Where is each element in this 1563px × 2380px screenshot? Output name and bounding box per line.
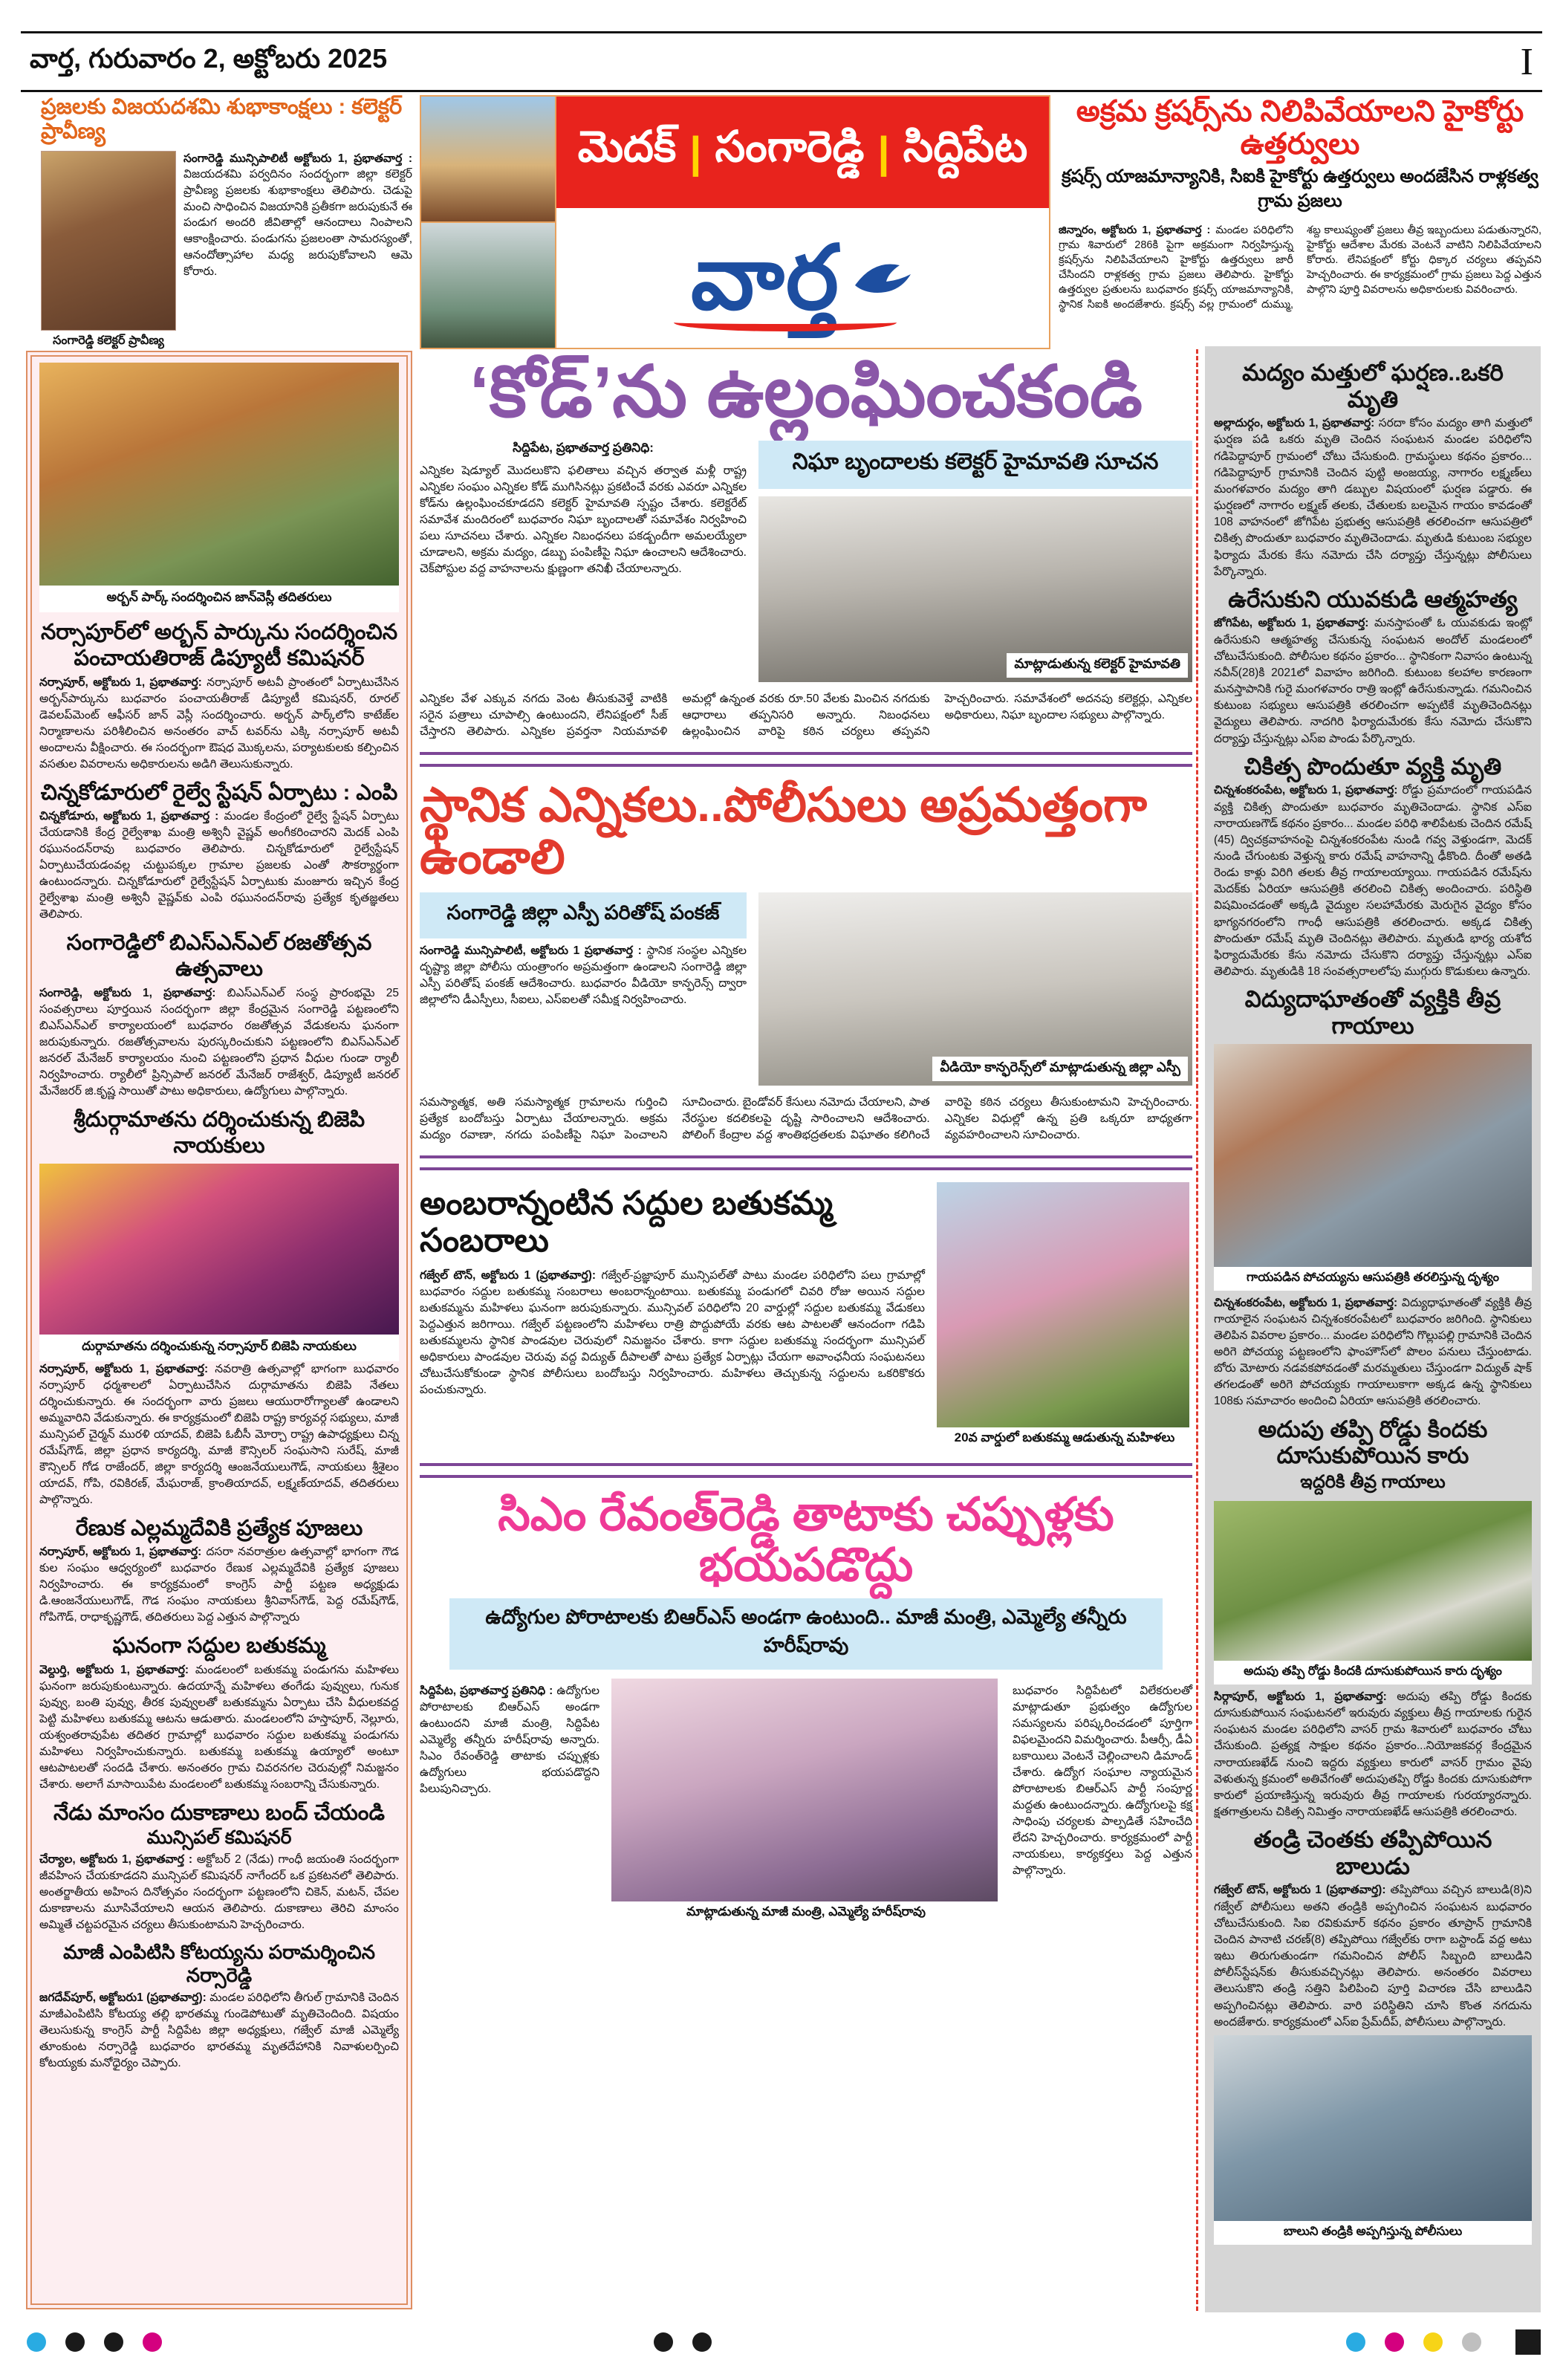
article-subhead: నిఘా బృందాలకు కలెక్టర్ హైమావతి సూచన [758,441,1192,489]
photo-caption: మాట్లాడుతున్న కలెక్టర్ హైమావతి [1007,653,1188,678]
article-electric-shock: విద్యుదాఘాతంతో వ్యక్తికి తీవ్ర గాయాలు గాయపడిన పోచయ్యను ఆసుపత్రికి తరలిస్తున్న దృశ్యం చిన్నశంకరంపేట, అక్టోబరు 1, ప్రభాతవార్త: విద్యుధాఘాతంతో వ్యక్తికి తీవ్ర గాయాలైన సంఘటన చిన్నశంకరంపేటలో బుధవారం జరిగింది. స్థానికులు తెలిపిన వివరాల ప్రకారం... మండల పరిధిలోని గొల్లుపల్లి గ్రామానికి చెందిన అరిగె పోచయ్య పట్టణంలోని ఫాంహౌస్‌లో పొలం పనులు చేస్తుంటాడు. బోరు మోటారు నడవకపోవడంతో మరమ్మతులు చేస్తుండగా విద్యుత్ షాక్ తగలడంతో అరిగె పోచయ్యకు గాయాలుకాగా అక్కడ ఉన్న స్థానికులు 108కు సమాచారం అందించి ఏరియా ఆసుపత్రికి తరలించారు. [1214,986,1532,1408]
article-headline: చికిత్స పొందుతూ వ్యక్తి మృతి [1244,753,1502,779]
page-number: I [1520,40,1533,83]
edition-date: వార్త, గురువారం 2, అక్టోబరు 2025 [30,42,388,74]
article-dateline: వెల్దుర్తి, అక్టోబరు 1, ప్రభాతవార్త: [39,1664,189,1677]
article-dateline: చిన్నశంకరంపేట, అక్టోబరు 1, ప్రభాతవార్త: [1214,784,1398,797]
photo-ambulance-injured [1214,1044,1532,1267]
logo-underline [674,314,897,331]
article-dateline: చిన్నశంకరంపేట, అక్టోబరు 1, ప్రభాతవార్త: [1214,1296,1398,1309]
article-subhead: మున్సిపల్ కమిషనర్ [146,1826,292,1848]
article-headline: మద్యం మత్తులో ఘర్షణ..ఒకరి మృతి [1242,360,1504,412]
article-body: సంగారెడ్డి మున్సిపాలిటీ, అక్టోబరు 1 ప్రభాతవార్త : స్థానిక సంస్థల ఎన్నికల దృష్ట్యా జిల్లా పోలీసు యంత్రాంగం అప్రమత్తంగా ఉండాలని సంగారెడ్డి జిల్లా ఎస్పీ పరితోష్ పంకజ్ ఆదేశించారు. బుధవారం వీడియో కాన్ఫరెన్స్ ద్వారా జిల్లాలోని డీఎస్పీలు, సీఐలు, ఎస్ఐలతో సమీక్ష నిర్వహించారు. [420,944,747,1006]
separator: | [877,128,890,177]
article-dateline: జిన్నారం, అక్టోబరు 1, ప్రభాతవార్త : [1059,224,1211,236]
photo-crashed-car [1214,1501,1532,1661]
article-subhead: ఇద్దరికి తీవ్ర గాయాలు [1300,1471,1446,1492]
article-railway-station: చిన్నకోడూరులో రైల్వే స్టేషన్ ఏర్పాటు : ఎంపి చిన్నకోడూరు, అక్టోబరు 1, ప్రభాతవార్త : మండల కేంద్రంలో రైల్వే స్టేషన్ ఏర్పాటు చేయడానికి కేంద్ర రైల్వేశాఖ మంత్రి అశ్వినీ వైష్ణవ్ అంగీకరించారని మెదక్ ఎంపి రఘునందన్‌రావు బుధవారం తెలిపారు. చిన్నకోడూరులో రైల్వేస్టేషన్ ఏర్పాటుచేయడంవల్ల చుట్టుపక్కల గ్రామాల ప్రజలకు ఎంతో సౌకర్యార్థంగా ఉంటుందన్నారు. చిన్నకోడూరులో రైల్వేస్టేషన్ ఏర్పాటుకు మంజూరు ఇచ్చిన కేంద్ర రైల్వేశాఖ మంత్రి అశ్వినీ వైష్ణవ్‌కు ఎంపి రఘునందన్‌రావు ప్రత్యేక కృతజ్ఞతలు తెలిపారు. [39,780,399,921]
newspaper-logo [556,208,1049,348]
article-dateline: గజ్వేల్ టౌన్, అక్టోబరు 1 (ప్రభాతవార్త): [1214,1884,1386,1897]
separator: | [689,128,702,177]
article-body-continued: ఎన్నికల వేళ ఎక్కువ నగదు వెంట తీసుకువెళ్తే వాటికి సరైన పత్రాలు చూపాల్సి ఉంటుందని, లేనిపక్షంలో సీజ్ చేస్తారని తెలిపారు. ఎన్నికల ప్రవర్తనా నియమావళి అమల్లో ఉన్నంత వరకు రూ.50 వేలకు మించిన నగదుకు ఆధారాలు తప్పనిసరి అన్నారు. నిబంధనలు ఉల్లంఘించిన వారిపై కఠిన చర్యలు తప్పవని హెచ్చరించారు. సమావేశంలో అదనపు కలెక్టర్లు, ఎన్నికల అధికారులు, నిఘా బృందాల సభ్యులు పాల్గొన్నారు. [420,692,1192,738]
article-subhead: క్రషర్స్ యాజమాన్యానికి, సిఐకి హైకోర్టు ఉత్తర్వులు అందజేసిన రాళ్లకత్వ గ్రామ ప్రజలు [1062,166,1538,211]
registration-dot [1385,2332,1404,2352]
article-headline: ప్రజలకు విజయదశమి శుభాకాంక్షలు : కలెక్టర్ ప్రావీణ్య [41,95,403,144]
article-lost-boy: తండ్రి చెంతకు తప్పిపోయిన బాలుడు గజ్వేల్ టౌన్, అక్టోబరు 1 (ప్రభాతవార్త): తప్పిపోయి వచ్చిన బాలుడి(8)ని గజ్వేల్ పోలీసులు అతని తండ్రికి అప్పగించిన సంఘటన బుధవారం చోటుచేసుకుంది. సిఐ రవికుమార్ కథనం ప్రకారం తూప్రాన్ గ్రామానికి చెందిన పానాటి చరణ్(8) తప్పిపోయి గజ్వేల్‌కు రాగా బస్టాండ్ వద్ద అటు ఇటు తిరుగుతుండగా గమనించిన పోలీస్ సిబ్బంది బాలుడిని పోలీస్‌స్టేషన్‌కు తీసుకువచ్చినట్లు తెలిపారు. అనంతరం వివరాలు తెలుసుకొని తండ్రి సత్తిని పిలిపించి పూర్తి విచారణ చేసి బాలుడిని అప్పగించినట్లు తెలిపారు. వారి పరిస్థితిని చూసి కొంత నగదును అందజేశారు. కార్యక్రమంలో ఎస్ఐ ప్రేమ్‌దీప్, పోలీసులు పాల్గొన్నారు. బాలుని తండ్రికి అప్పగిస్తున్న పోలీసులు [1214,1826,1532,2245]
masthead-regions [556,97,1049,208]
article-dateline: జోగిపేట, అక్టోబరు 1, ప్రభాతవార్త: [1214,617,1369,630]
article-car-accident: అదుపు తప్పి రోడ్డు కిందకు దూసుకుపోయిన కారు ఇద్దరికి తీవ్ర గాయాలు అదుపు తప్పి రోడ్డు కిందకి దూసుకుపోయిన కారు దృశ్యం సిర్గాపూర్, అక్టోబరు 1, ప్రభాతవార్త: అదుపు తప్పి రోడ్డు కిందకు దూసుకుపోయిన సంఘటనలో ఇరువురు వ్యక్తులు తీవ్ర గాయాలకు గురైన సంఘటన మండల పరిధిలోని వాసర్ గ్రామ శివారులో బుధవారం చోటు చేసుకుంది. ప్రత్యక్ష సాక్షుల కథనం ప్రకారం...నియోజకవర్గ కేంద్రమైన నారాయణఖేడ్ నుంచి ఇద్దరు వ్యక్తులు కారులో వాసర్ గ్రామం వైపు వెళుతున్న క్రమంలో అతివేగంతో అదుపుతప్పి రోడ్డు కిందకు దూసుకుపోగా కారులో ప్రయాణిస్తున్న ఇరువురు తీవ్ర గాయాలకు గురయ్యారన్నారు. క్షతగాత్రులను చికిత్స నిమిత్తం నారాయణఖేడ్ ఆసుపత్రికి తరలించారు. [1214,1416,1532,1818]
article-headline: రేణుక ఎల్లమ్మదేవికి ప్రత్యేక పూజలు [75,1516,363,1540]
article-dateline: చిన్నకోడూరు, అక్టోబరు 1, ప్రభాతవార్త : [39,810,219,823]
page-header [21,31,1542,92]
middle-column [420,351,1192,1925]
article-headline: సిఎం రేవంత్‌రెడ్డి తాటాకు చప్పుళ్లకు భయపడొద్దు [498,1488,1114,1591]
registration-dot [1462,2332,1481,2352]
article-headline: శ్రీదుర్గామాతను దర్శించుకున్న బిజెపి నాయకులు [73,1107,365,1158]
region-sangareddy: సంగారెడ్డి [715,123,865,171]
registration-dot [104,2332,123,2352]
registration-dot [692,2332,712,2352]
article-dateline: సంగారెడ్డి మున్సిపాలిటీ అక్టోబరు 1, ప్రభాతవార్త : [183,152,412,165]
article-body: జిన్నారం, అక్టోబరు 1, ప్రభాతవార్త : మండల పరిధిలోని గ్రామ శివారులో 286కి పైగా అక్రమంగా నిర్వహిస్తున్న క్రషర్స్‌ను నిలిపివేయాలని హైకోర్టు ఉత్తర్వులు జారీ చేసిందని రాళ్లకత్వ గ్రామ ప్రజలు తెలిపారు. హైకోర్టు ఉత్తర్వుల ప్రతులను బుధవారం క్రషర్స్ యాజమాన్యానికి, స్థానిక సిఐకి అందజేశారు. క్రషర్స్ వల్ల గ్రామంలో దుమ్ము, శబ్ద కాలుష్యంతో ప్రజలు తీవ్ర ఇబ్బందులు పడుతున్నారని, హైకోర్టు ఆదేశాల మేరకు వెంటనే వాటిని నిలిపివేయాలని కోరారు. లేనిపక్షంలో కోర్టు ధిక్కార చర్యలు తప్పవని హెచ్చరించారు. ఈ కార్యక్రమంలో గ్రామ ప్రజలు పెద్ద ఎత్తున పాల్గొని పూర్తి వివరాలను అధికారులకు వివరించారు. [1059,224,1541,311]
article-headline: చిన్నకోడూరులో రైల్వే స్టేషన్ ఏర్పాటు : ఎంపి [40,780,398,805]
article-headline: అంబరాన్నంటిన సద్దుల బతుకమ్మ సంబరాలు [420,1184,833,1259]
article-condolence-visit: మాజీ ఎంపిటిసి కోటయ్యను పరామర్శించిన నర్సారెడ్డి జగదేవ్‌పూర్, అక్టోబరు1 (ప్రభాతవార్త): మండల పరిధిలోని తీగుల్ గ్రామానికి చెందిన మాజీఎంపిటిసి కోటయ్య తల్లి భారతమ్మ గుండెపోటుతో మృతిచెందింది. విషయం తెలుసుకున్న కాంగ్రెస్ పార్టీ సిద్దిపేట జిల్లా అధ్యక్షులు, గజ్వేల్ మాజీ ఎమ్మెల్యే తూంకుంట నర్సారెడ్డి బుధవారం భారతమ్మ మృతదేహానికి నివాళులర్పించి కోటయ్యకు మనోధైర్యం చెప్పారు. [39,1940,399,2070]
article-body-continued: సమస్యాత్మక, అతి సమస్యాత్మక గ్రామాలను గుర్తించి ప్రత్యేక బందోబస్తు ఏర్పాటు చేయాలన్నారు. అక్రమ మద్యం రవాణా, నగదు పంపిణీపై నిఘా పెంచాలని సూచించారు. బైండోవర్ కేసులు నమోదు చేయాలని, పాత నేరస్థుల కదలికలపై దృష్టి సారించాలని ఆదేశించారు. పోలింగ్ కేంద్రాల వద్ద శాంతిభద్రతలకు విఘాతం కలిగించే వారిపై కఠిన చర్యలు తీసుకుంటామని హెచ్చరించారు. ఎన్నికల విధుల్లో ఉన్న ప్రతి ఒక్కరూ బాధ్యతగా వ్యవహరించాలని సూచించారు. [420,1095,1192,1141]
photo-caption: అదుపు తప్పి రోడ్డు కిందకి దూసుకుపోయిన కారు దృశ్యం [1214,1661,1532,1685]
article-subhead: ఉద్యోగుల పోరాటాలకు బిఆర్‌ఎస్ అండగా ఉంటుంది.. మాజీ మంత్రి, ఎమ్మెల్యే తన్నీరు హరీష్‌రావు [449,1598,1163,1670]
article-saddula-bathukamma-left: ఘనంగా సద్దుల బతుకమ్మ వెల్దుర్తి, అక్టోబరు 1, ప్రభాతవార్త: మండలంలో బతుకమ్మ పండుగను మహిళలు ఘనంగా జరుపుకుంటున్నారు. ఉదయాన్నే మహిళలు తంగేడు పువ్వులు, గునుక పువ్వు, బంతి పువ్వు, తీరక పువ్వులతో బతుకమ్మను ఏర్పాటు చేసి వీధులకవద్ద పెట్టి మహిళలు బతుకమ్మ ఆటను ఆడుతారు. మండలంలోని హస్తాపూర్, నెల్లూరు, యశ్వంతరావుపేట తదితర గ్రామాల్లో బుధవారం సద్దుల బతుకమ్మ పండుగను మహిళలు నిర్వహించుకున్నారు. బతుకమ్మ బతుకమ్మ ఉయ్యాలో అంటూ ఆటపాటలతో సందడి చేశారు. అనంతరం గ్రామ చివరనగల చెరువుల్లో నిమజ్జనం చేశారు. అలాగే మాసాయిపేట మండలంలో బతుకమ్మ సంబరాన్ని చేసుకున్నారు. [39,1634,399,1792]
article-headline: స్థానిక ఎన్నికలు..పోలీసులు అప్రమత్తంగా ఉండాలి [420,777,1147,884]
photo-collector-meeting [758,496,1192,682]
article-dateline: సంగారెడ్డి మున్సిపాలిటీ, అక్టోబరు 1 ప్రభాతవార్త : [420,944,642,957]
photo-temple-thumb [421,97,555,223]
photo-harish-rao-pressmeet [611,1679,998,1901]
photo-collector-portrait [41,151,176,331]
masthead [420,95,1050,349]
left-column [26,351,412,2309]
reg-dots-left [27,2332,162,2352]
article-dateline: నర్సాపూర్, అక్టోబరు 1, ప్రభాతవార్త: [39,675,202,689]
article-dateline: చేర్యాల, అక్టోబరు 1, ప్రభాతవార్త : [39,1852,192,1866]
article-headline: తండ్రి చెంతకు తప్పిపోయిన బాలుడు [1253,1826,1492,1879]
article-police-alert [420,779,1192,1144]
photo-caption: 20వ వార్డులో బతుకమ్మ ఆడుతున్న మహిళలు [937,1427,1192,1451]
article-body-continued: బుధవారం సిద్దిపేటలో విలేకరులతో మాట్లాడుతూ ప్రభుత్వం ఉద్యోగుల సమస్యలను పరిష్కరించడంలో పూర్తిగా విఫలమైందని విమర్శించారు. పీఆర్సీ, డీఏ బకాయిలు వెంటనే చెల్లించాలని డిమాండ్ చేశారు. ఉద్యోగ సంఘాల న్యాయమైన పోరాటాలకు బిఆర్‌ఎస్ పార్టీ సంపూర్ణ మద్దతు ఉంటుందన్నారు. ఉద్యోగులపై కక్ష సాధింపు చర్యలకు పాల్పడితే సహించేది లేదని హెచ్చరించారు. కార్యక్రమంలో పార్టీ నాయకులు, కార్యకర్తలు పెద్ద ఎత్తున పాల్గొన్నారు. [1013,1684,1192,1877]
registration-dot [143,2332,162,2352]
reg-dots-center [654,2332,712,2352]
photo-caption: వీడియో కాన్ఫరెన్స్‌లో మాట్లాడుతున్న జిల్లా ఎస్పీ [932,1057,1188,1081]
registration-dot [1423,2332,1443,2352]
registration-dot [1346,2332,1365,2352]
article-treatment-death: చికిత్స పొందుతూ వ్యక్తి మృతి చిన్నశంకరంపేట, అక్టోబరు 1, ప్రభాతవార్త: రోడ్డు ప్రమాదంలో గాయపడిన వ్యక్తి చికిత్స పొందుతూ బుధవారం మృతిచెందాడు. స్థానిక ఎస్ఐ నారాయణగౌడ్ కథనం ప్రకారం... మండల పరిధి శాలిపేటకు చెందిన రమేష్ (45) ద్విచక్రవాహనంపై చిన్నశంకరంపేట నుండి గవ్వ వెళ్తుండగా, మెదక్ నుండి చేగుంటకు వెళ్తున్న కారు రమేష్ వాహనాన్ని ఢీకొంది. దీంతో అతడి రెండు కాళ్లు విరిగి తలకు తీవ్ర గాయాలయ్యాయి. గాయపడిన రమేష్‌ను మెదక్‌కు ఏరియా ఆసుపత్రికి తరలించి చికిత్స అందించారు. పరిస్థితి విషమించడంతో అక్కడి వైద్యుల సలహామేరకు మెరుగైన వైద్యం కోసం భాగ్యనగరంలోని గాంధీ ఆసుపత్రికి తరలించారు. అక్కడ చికిత్స పొందుతూ రమేష్ మృతి చెందినట్లు తెలిపారు. మృతుడి భార్య యశోద ఫిర్యాదుమేరకు కేసు నమోదు చేసుకొని దర్యాప్తు చేస్తున్నట్లు ఎస్ఐ తెలిపారు. మృతుడికి 18 సంవత్సరాలలోపు ముగ్గురు కొడుకులు ఉన్నారు. [1214,753,1532,979]
registration-dot [27,2332,46,2352]
article-code-violation [420,352,1192,740]
article-headline: సంగారెడ్డిలో బిఎస్ఎన్ఎల్ రజతోత్సవ ఉత్సవాలు [66,931,372,982]
article-headline: విద్యుదాఘాతంతో వ్యక్తికి తీవ్ర గాయాలు [1244,986,1501,1039]
article-headline: అక్రమ క్రషర్స్‌ను నిలిపివేయాలని హైకోర్టు ఉత్తర్వులు [1076,95,1524,160]
photo-police-with-boy [1214,2035,1532,2221]
article-bathukamma-celebrations [420,1182,1192,1451]
reg-dots-right [1346,2332,1481,2352]
article-body: సిద్దిపేట, ప్రభాతవార్త ప్రతినిధి : ఉద్యోగుల పోరాటాలకు బిఆర్‌ఎస్ అండగా ఉంటుందని మాజీ మంత్రి, సిద్దిపేట ఎమ్మెల్యే తన్నీరు హరీష్‌రావు అన్నారు. సిఎం రేవంత్‌రెడ్డి తాటాకు చప్పుళ్లకు ఉద్యోగులు భయపడొద్దని పిలుపునిచ్చారు. [420,1684,599,1795]
photo-caption: గాయపడిన పోచయ్యను ఆసుపత్రికి తరలిస్తున్న దృశ్యం [1214,1267,1532,1291]
photo-bathukamma-women [937,1182,1189,1427]
article-crushers-highcourt [1059,95,1541,346]
photo-caption: దుర్గామాతను దర్శించుకున్న నర్సాపూర్ బిజెపి నాయకులు [39,1335,399,1361]
region-siddipet: సిద్దిపేట [903,123,1028,171]
article-liquor-clash-death: మద్యం మత్తులో ఘర్షణ..ఒకరి మృతి అల్లాదుర్గం, అక్టోబరు 1, ప్రభాతవార్త: సరదా కోసం మద్యం తాగి మత్తులో ఘర్షణ పడి ఒకరు మృతి చెందిన సంఘటన మండల పరిధిలోని గడిపెద్దాపూర్ గ్రామంలో చోటు చేసుకుంది. గ్రామస్థులు కథనం ప్రకారం... గడిపెద్దాపూర్ గ్రామానికి చెందిన పుట్టి అంజయ్య, నాగారం లక్ష్మణ్‌లు మంగళవారం మద్యం తాగి డబ్బుల విషయంలో ఘర్షణ పడ్డారు. ఈ ఘర్షణలో నాగారం లక్ష్మణ్ తలకు, చేతులకు బలమైన గాయం కావడంతో 108 వాహనంలో జోగిపేట ప్రభుత్వ ఆసుపత్రికి తరలించగా ఆసుపత్రిలో చికిత్స పొందుతూ బుధవారం మృతిచెందాడు. మృతుడి కుటుంబ సభ్యుల ఫిర్యాదు మేరకు కేసు నమోదు చేసి దర్యాప్తు చేస్తున్నట్లు పోలీసులు పేర్కొన్నారు. [1214,360,1532,578]
section-divider [420,1463,1192,1478]
registration-square [1515,2329,1541,2355]
section-divider [420,1155,1192,1170]
article-headline: నర్సాపూర్‌లో అర్బన్ పార్కును సందర్శించిన పంచాయతిరాజ్ డిప్యూటీ కమిషనర్ [40,620,398,670]
article-bsnl-jubilee: సంగారెడ్డిలో బిఎస్ఎన్ఎల్ రజతోత్సవ ఉత్సవాలు సంగారెడ్డి, అక్టోబరు 1, ప్రభాతవార్త: బిఎస్ఎన్ఎల్ సంస్థ ప్రారంభమై 25 సంవత్సరాలు పూర్తయిన సందర్భంగా జిల్లా కేంద్రమైన సంగారెడ్డి పట్టణంలోని బిఎస్ఎన్ఎల్ కార్యాలయంలో బుధవారం రజతోత్సవ వేడుకలను ఘనంగా జరుపుకున్నారు. రజతోత్సవాలను పురస్కరించుకుని పట్టణంలోని బిఎస్ఎన్ఎల్ జనరల్ మేనేజర్ కార్యాలయం నుంచి పట్టణంలోని ప్రధాన వీధుల గుండా ర్యాలీ నిర్వహించారు. ర్యాలీలో ప్రిన్సిపాల్ జనరల్ మేనేజర్ రాజేశ్వర్, డిప్యూటీ జనరల్ మేనేజరర్ జి.కృష్ణ సాయితో పాటు అధికారులు, ఉద్యోగులు పాల్గొన్నారు. [39,931,400,1097]
article-dussehra-wishes [41,95,412,346]
article-body: సంగారెడ్డి మున్సిపాలిటీ అక్టోబరు 1, ప్రభాతవార్త : విజయదశమి పర్వదినం సందర్భంగా జిల్లా కలెక్టర్ ప్రావీణ్య ప్రజలకు శుభాకాంక్షలు తెలిపారు. చెడుపై మంచి సాధించిన విజయానికి ప్రతీకగా జరుపుకునే ఈ పండుగ అందరి జీవితాల్లో ఆనందాలు నింపాలని ఆకాంక్షించారు. పండుగను ప్రజలంతా సామరస్యంతో, ఆనందోత్సాహాల మధ్య జరుపుకోవాలని ఆమె కోరారు. [183,152,412,278]
logo-text: వార్త [691,228,840,328]
right-column [1205,346,1541,2312]
article-headline: నేడు మాంసం దుకాణాలు బంద్ చేయండి [53,1801,385,1826]
article-dateline: సిర్గాపూర్, అక్టోబరు 1, ప్రభాతవార్త: [1214,1690,1387,1703]
article-headline: ఘనంగా సద్దుల బతుకమ్మ [112,1634,326,1658]
article-headline: ఉరేసుకుని యువకుడి ఆత్మహత్య [1228,586,1518,612]
article-urban-park: నర్సాపూర్‌లో అర్బన్ పార్కును సందర్శించిన పంచాయతిరాజ్ డిప్యూటీ కమిషనర్ నర్సాపూర్, అక్టోబరు 1, ప్రభాతవార్త: నర్సాపూర్ అటవీ ప్రాంతంలో ఏర్పాటుచేసిన అర్బన్‌పార్కును బుధవారం పంచాయతీరాజ్ డిప్యూటీ కమిషనర్, రూరల్ డెవలప్‌మెంట్ ఆఫీసర్ జాన్ వెస్లీ సందర్శించారు. అర్బన్ పార్క్‌లోని కాటేజ్‌ల నిర్మాణాలను పరిశీలించిన అనంతరం వాచ్ టవర్‌ను ఎక్కి నర్సాపూర్ అటవీ అందాలను వీక్షించారు. ఈ సందర్భంగా ఔషధ మొక్కలను, పర్యాటకులకు కల్పించిన వసతుల వివరాలను అధికారులను అడిగి తెలుసుకున్నారు. [39,620,399,771]
column-divider [1196,349,1198,2311]
photo-caption: బాలుని తండ్రికి అప్పగిస్తున్న పోలీసులు [1214,2221,1532,2245]
registration-dot [65,2332,85,2352]
article-dateline: సిద్దిపేట, ప్రభాతవార్త ప్రతినిధి: [513,440,654,455]
photo-urban-park-visit [39,363,399,586]
photo-caption: మాట్లాడుతున్న మాజీ మంత్రి, ఎమ్మెల్యే హరీష్‌రావు [611,1901,1001,1925]
section-divider [420,752,1192,767]
article-headline: అదుపు తప్పి రోడ్డు కిందకు దూసుకుపోయిన కారు [1258,1416,1488,1469]
article-dateline: జగదేవ్‌పూర్, అక్టోబరు1 (ప్రభాతవార్త): [39,1991,207,2005]
article-headline: మాజీ ఎంపిటిసి కోటయ్యను పరామర్శించిన నర్సారెడ్డి [63,1940,375,1987]
masthead-photos [421,97,556,348]
article-yellamma-pujas: రేణుక ఎల్లమ్మదేవికి ప్రత్యేక పూజలు నర్సాపూర్, అక్టోబరు 1, ప్రభాతవార్త: దసరా నవరాత్రుల ఉత్సవాల్లో భాగంగా గౌడ కుల సంఘం ఆధ్వర్యంలో బుధవారం రేణుక ఎల్లమ్మదేవికి ప్రత్యేక పూజలు నిర్వహించారు. ఈ కార్యక్రమంలో కాంగ్రెస్ పార్టీ పట్టణ అధ్యక్షుడు డి.ఆంజనేయులుగౌడ్, గౌడ సంఘం నాయకులు శ్రీనివాస్‌గౌడ్, పెద్ద రమేష్‌గౌడ్, గోపిగౌడ్, రాధాకృష్ణగౌడ్, తదితరులు పెద్ద ఎత్తున పాల్గొన్నారు [39,1516,399,1624]
photo-caption: సంగారెడ్డి కలెక్టర్ ప్రావీణ్య [53,334,164,347]
article-dateline: సిద్దిపేట, ప్రభాతవార్త ప్రతినిధి : [420,1684,553,1697]
region-medak: మెదక్ [577,123,677,171]
photo-sp-video-conference [758,892,1192,1086]
article-youth-suicide: ఉరేసుకుని యువకుడి ఆత్మహత్య జోగిపేట, అక్టోబరు 1, ప్రభాతవార్త: మనస్తాపంతో ఓ యువకుడు ఇంట్లో ఉరేసుకుని ఆత్మహత్య చేసుకున్న సంఘటన అందోల్ మండలంలో చోటుచేసుకుంది. పోలీసుల కథనం ప్రకారం... స్థానికంగా నివాసం ఉంటున్న నవీన్(28)కి 2021లో వివాహం జరిగింది. కుటుంబ కలహాల కారణంగా మనస్తాపానికి గురై మంగళవారం రాత్రి ఇంట్లో ఉరేసుకున్నాడు. గమనించిన కుటుంబ సభ్యులు ఆసుపత్రికి తరలించగా అప్పటికే మృతిచెందినట్లు వైద్యులు తెలిపారు. నాదగిరి ఫిర్యాదుమేరకు కేసు నమోదు చేసుకొని దర్యాప్తు చేస్తున్నట్లు ఎస్ఐ పాండు పేర్కొన్నారు. [1214,586,1532,745]
dove-icon [848,252,914,304]
photo-scenery-thumb [421,223,555,348]
article-meat-shops-closed: నేడు మాంసం దుకాణాలు బంద్ చేయండి మున్సిపల్ కమిషనర్ చేర్యాల, అక్టోబరు 1, ప్రభాతవార్త : అక్టోబర్ 2 (నేడు) గాంధీ జయంతి సందర్భంగా జీవహింస చేయకూడదని మున్సిపల్ కమిషనర్ నాగేందర్ ఒక ప్రకటనలో తెలిపారు. అంతర్జాతీయ అహింస దినోత్సవం సందర్భంగా పట్టణంలోని చికెన్, మటన్, చేపల దుకాణాలను మూసివేయాలని ఆయన తెలిపారు. దుకాణాలు తెరిచి మాంసం అమ్మితే చట్టపరమైన చర్యలు తీసుకుంటామని హెచ్చరించారు. [39,1801,399,1931]
article-durga-darshan: శ్రీదుర్గామాతను దర్శించుకున్న బిజెపి నాయకులు దుర్గామాతను దర్శించుకున్న నర్సాపూర్ బిజెపి నాయకులు నర్సాపూర్, అక్టోబరు 1, ప్రభాతవార్త: నవరాత్రి ఉత్సవాల్లో భాగంగా బుధవారం నర్సాపూర్ ధర్మశాలలో ఏర్పాటుచేసిన దుర్గామాతను బిజెపి నేతలు దర్శించుకున్నారు. ఈ సందర్భంగా వారు ప్రజలు ఆయురారోగ్యాలతో ఉండాలని అమ్మవారిని వేడుకున్నారు. ఈ కార్యక్రమంలో బిజెపి రాష్ట్ర కార్యవర్గ సభ్యులు, మాజీ మున్సిపల్ చైర్మన్ మురళి యాదవ్, బిజెపి ఓబీసీ మోర్చా రాష్ట్ర ఉపాధ్యక్షులు చిన్న రమేష్‌గౌడ్, జిల్లా ప్రధాన కార్యదర్శి, మాజీ కౌన్సిలర్ సంఘసాని సురేష్, మాజీ కౌన్సిలర్ గోడ రాజేందర్, జిల్లా కార్యదర్శి ఆంజనేయులుగౌడ్, నాయకులు శ్రీశైలం యాదవ్, గోపి, రవికిరణ్, మేఘరాజ్, క్రాంతియాదవ్, లక్ష్మణ్‌యాదవ్, తదితరులు పాల్గొన్నారు. [39,1107,399,1506]
article-dateline: గజ్వేల్ టౌన్, అక్టోబరు 1 (ప్రభాతవార్త): [420,1268,597,1282]
article-body: గజ్వేల్ టౌన్, అక్టోబరు 1 (ప్రభాతవార్త): గజ్వేల్-ప్రజ్ఞాపూర్ మున్సిపల్‌తో పాటు మండల పరిధిలోని పలు గ్రామాల్లో బుధవారం సద్దుల బతుకమ్మ సంబరాలు అంబరాన్నంటాయి. బతుకమ్మ పండుగలో చివరి రోజు అయిన సద్దుల బతుకమ్మను మహిళలు ఘనంగా జరుపుకున్నారు. మున్సివల్ పరిధిలోని 20 వార్డుల్లో సద్దుల బతుకమ్మ వేడుకలు పెద్దఎత్తున జరిగాయి. గజ్వేల్ పట్టణంలోని మహిళలు రాత్రి పొద్దుపోయే వరకు ఆట పాటలతో ఆనందంగా గడిపి బతుకమ్మలను స్థానిక పాండవుల చెరువులో నిమజ్జనం చేశారు. కాగా సద్దుల బతుకమ్మ సందర్భంగా మున్సిపల్ అధికారులు పాండవుల చెరువు వద్ద విద్యుత్ దీపాలతో పాటు ప్రత్యేక ఏర్పాట్లు చేయగా అవాంఛనీయ సంఘటనలు చోటుచేసుకోకుండా స్థానిక పోలీసులు బందోబస్తు నిర్వహించారు. మహిళలు తెచ్చుకున్న సద్దులను ఒకరికొకరు పంచుకున్నారు. [420,1268,925,1396]
article-dateline: నర్సాపూర్, అక్టోబరు 1, ప్రభాతవార్త: [39,1546,202,1559]
article-harish-rao-press [420,1490,1192,1925]
photo-durga-idol [39,1164,399,1335]
photo-caption: అర్బన్ పార్క్ సందర్శించిన జాన్‌వెస్లీ తదితరులు [39,586,399,612]
registration-dot [654,2332,673,2352]
article-dateline: సంగారెడ్డి, అక్టోబరు 1, ప్రభాతవార్త: [39,986,216,999]
article-headline: ‘కోడ్’ను ఉల్లంఘించకండి [469,352,1143,432]
article-body: ఎన్నికల షెడ్యూల్ మొదలుకొని ఫలితాలు వచ్చిన తర్వాత మళ్లీ రాష్ట్ర ఎన్నికల సంఘం ఎన్నికల కోడ్ ముగిసినట్లు ప్రకటించే వరకు ఎవరూ ఎన్నికల కోడ్‌ను ఉల్లంఘించకూడదని కలెక్టర్ హైమావతి స్పష్టం చేశారు. కలెక్టరేట్ సమావేశ మందిరంలో బుధవారం నిఘా బృందాలతో సమావేశం నిర్వహించి పలు సూచనలు చేశారు. ఎన్నికల నిబంధనలు పకడ్బందీగా అమలయ్యేలా చూడాలని, అక్రమ మద్యం, డబ్బు పంపిణీపై నిఘా ఉంచాలని ఆదేశించారు. చెక్‌పోస్టుల వద్ద వాహనాలను క్షుణ్ణంగా తనిఖీ చేయాలన్నారు. [420,464,747,575]
article-dateline: నర్సాపూర్, అక్టోబరు 1, ప్రభాతవార్త: [39,1362,209,1375]
article-dateline: అల్లాదుర్గం, అక్టోబరు 1, ప్రభాతవార్త: [1214,417,1375,430]
article-subhead: సంగారెడ్డి జిల్లా ఎస్పీ పరితోష్ పంకజ్ [420,892,747,938]
